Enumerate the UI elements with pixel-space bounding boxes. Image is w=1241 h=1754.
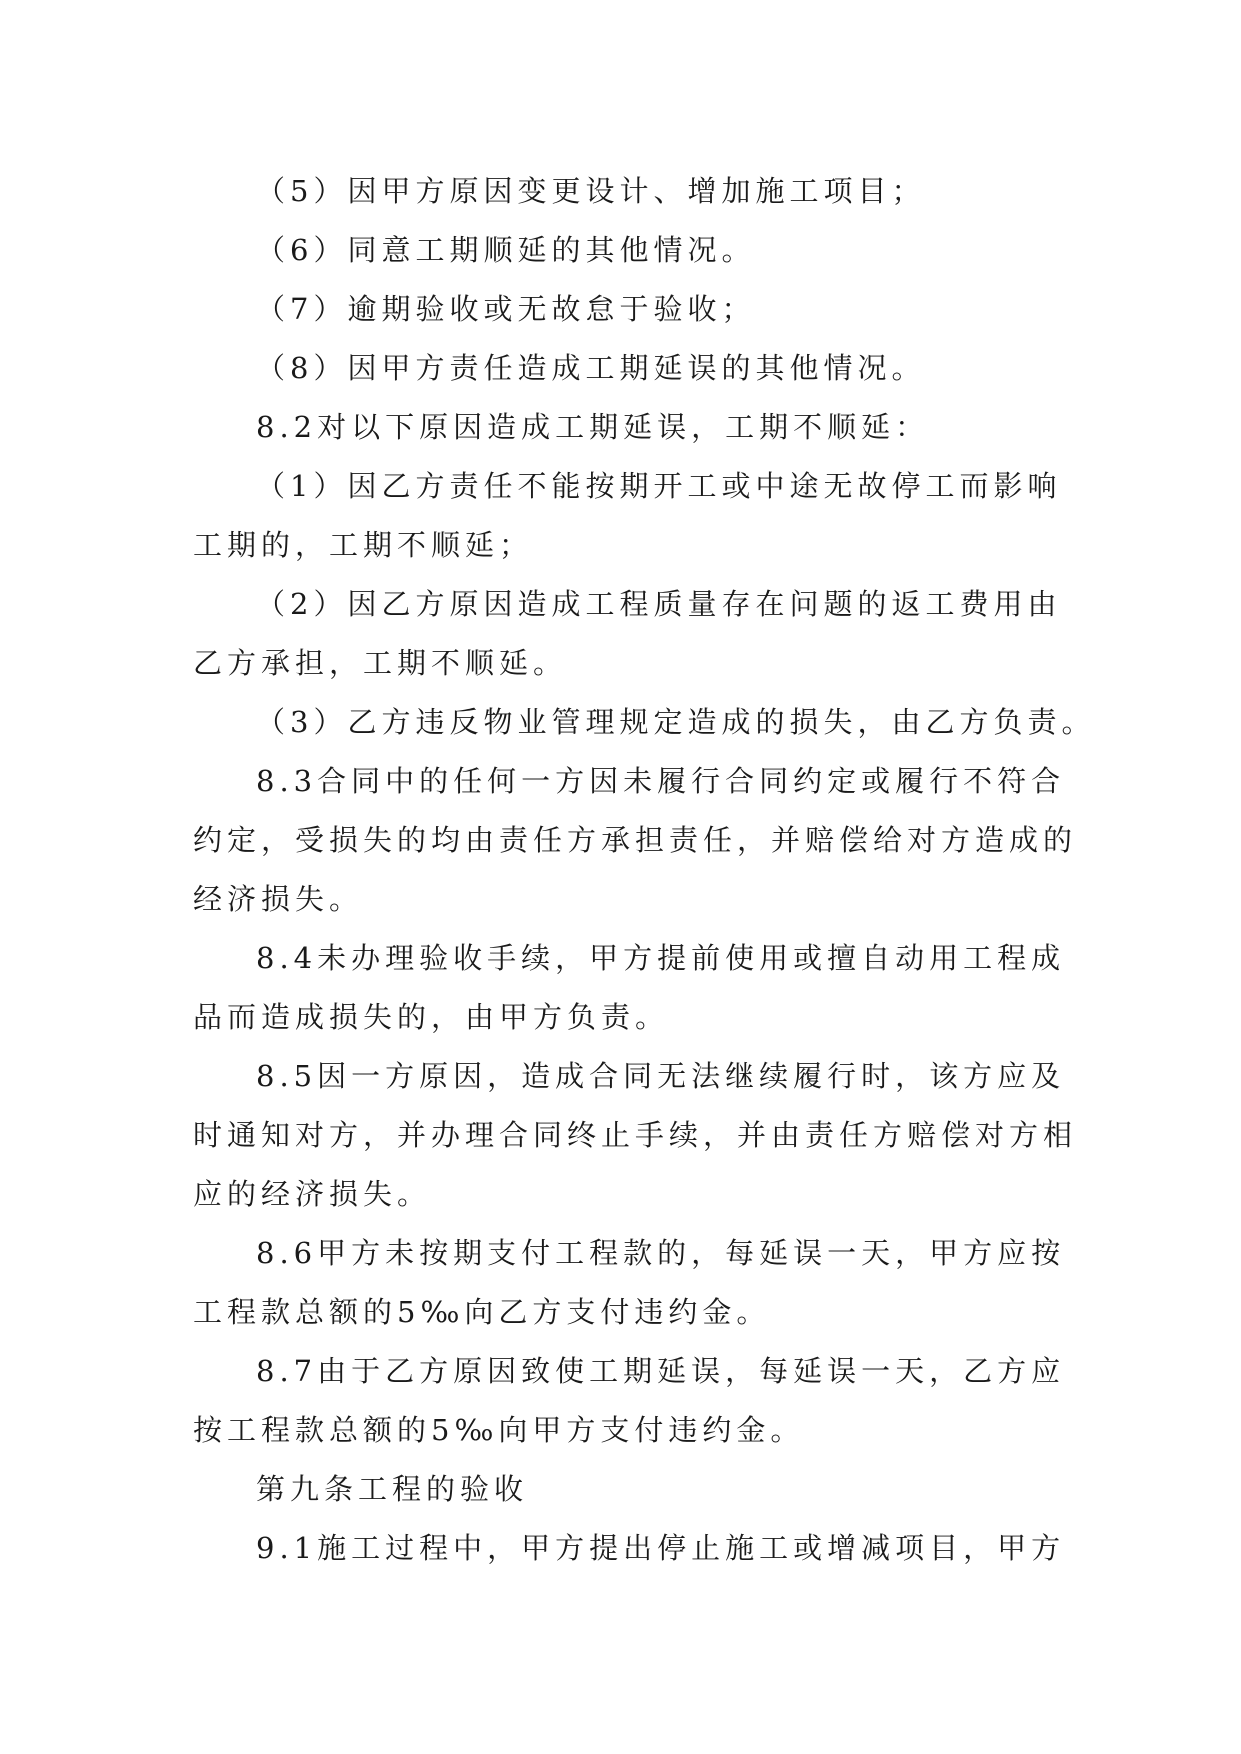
clause-line: 经济损失。 [193, 882, 364, 916]
clause-line: 8.7由于乙方原因致使工期延误，每延误一天，乙方应 [256, 1354, 1066, 1388]
clause-line: 约定，受损失的均由责任方承担责任，并赔偿给对方造成的 [193, 823, 1078, 857]
clause-line: （1）因乙方责任不能按期开工或中途无故停工而影响 [256, 469, 1062, 503]
clause-line: 时通知对方，并办理合同终止手续，并由责任方赔偿对方相 [193, 1118, 1078, 1152]
clause-line: 工期的，工期不顺延； [193, 528, 534, 562]
clause-line: 8.2对以下原因造成工期延误，工期不顺延： [256, 410, 930, 444]
clause-line: （2）因乙方原因造成工程质量存在问题的返工费用由 [256, 587, 1062, 621]
clause-line: （8）因甲方责任造成工期延误的其他情况。 [256, 351, 926, 385]
clause-line: 应的经济损失。 [193, 1177, 432, 1211]
clause-line: 8.5因一方原因，造成合同无法继续履行时，该方应及 [256, 1059, 1066, 1093]
clause-line: 8.4未办理验收手续，甲方提前使用或擅自动用工程成 [256, 941, 1066, 975]
clause-line: 9.1施工过程中，甲方提出停止施工或增减项目，甲方 [256, 1531, 1066, 1565]
clause-line: （5）因甲方原因变更设计、增加施工项目； [256, 174, 926, 208]
clause-line: （6）同意工期顺延的其他情况。 [256, 233, 756, 267]
clause-line: 按工程款总额的5‰向甲方支付违约金。 [193, 1413, 805, 1447]
clause-line: 8.6甲方未按期支付工程款的，每延误一天，甲方应按 [256, 1236, 1066, 1270]
section-heading: 第九条工程的验收 [256, 1472, 529, 1506]
clause-line: 8.3合同中的任何一方因未履行合同约定或履行不符合 [256, 764, 1066, 798]
clause-line: 工程款总额的5‰向乙方支付违约金。 [193, 1295, 771, 1329]
clause-line: 乙方承担，工期不顺延。 [193, 646, 568, 680]
clause-line: 品而造成损失的，由甲方负责。 [193, 1000, 670, 1034]
document-body [193, 162, 1096, 1578]
clause-line: （3）乙方违反物业管理规定造成的损失，由乙方负责。 [256, 705, 1096, 739]
clause-line: （7）逾期验收或无故怠于验收； [256, 292, 756, 326]
